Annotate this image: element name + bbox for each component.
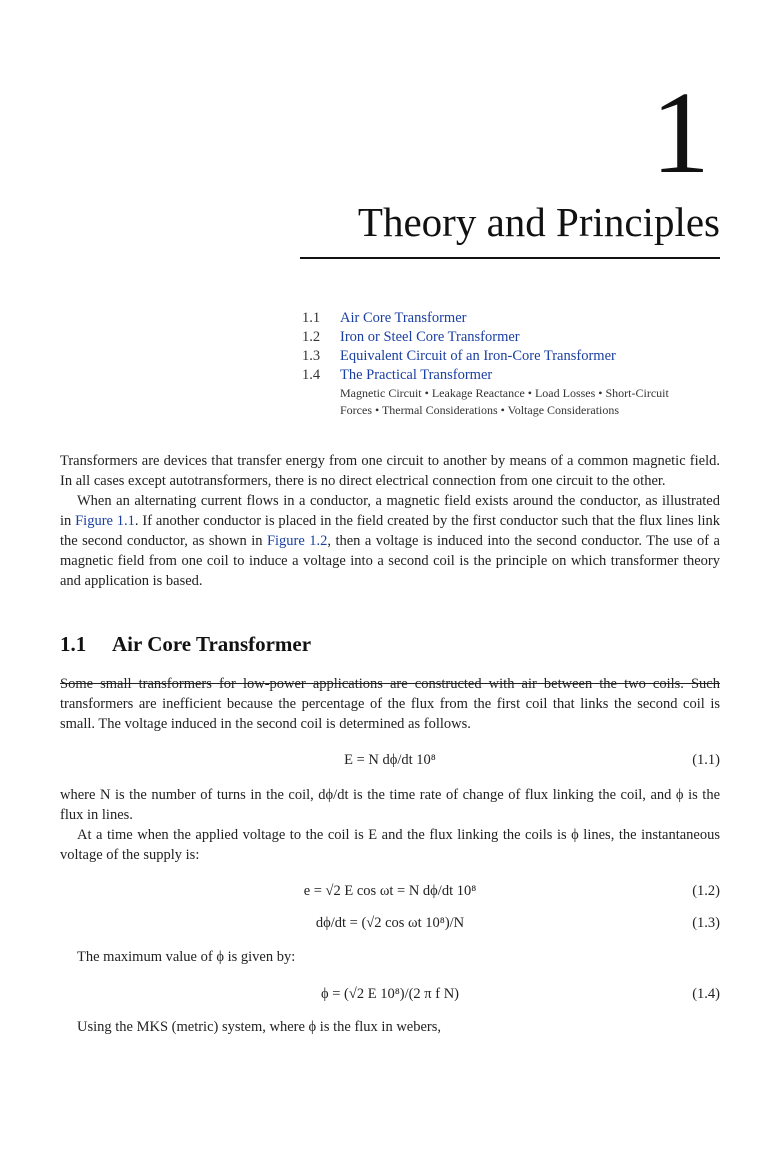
paragraph-text: Using the MKS (metric) system, where ϕ is the flux in webers, bbox=[77, 1019, 442, 1035]
equation-expression: e = √2 E cos ωt = N dϕ/dt 10⁸ bbox=[303, 883, 477, 899]
toc-link-air-core[interactable]: Air Core Transformer bbox=[340, 310, 467, 326]
equation-number: (1.2) bbox=[692, 883, 720, 899]
chapter-title: Theory and Principles bbox=[357, 199, 720, 245]
toc-entry[interactable] bbox=[302, 328, 702, 347]
section-paragraph-3 bbox=[60, 947, 720, 967]
equation-number: (1.4) bbox=[692, 986, 720, 1002]
figure-1-1-link[interactable]: Figure 1.1 bbox=[75, 513, 135, 529]
equation-number: (1.1) bbox=[692, 752, 720, 768]
equation-1-2 bbox=[60, 881, 720, 901]
intro-text bbox=[60, 451, 720, 591]
toc-link-equivalent-circuit[interactable]: Equivalent Circuit of an Iron-Core Transformer bbox=[340, 348, 616, 364]
section-title: Air Core Transformer bbox=[112, 632, 312, 656]
toc-entry[interactable] bbox=[302, 309, 702, 328]
toc-entry[interactable] bbox=[302, 366, 702, 385]
equation-expression: dϕ/dt = (√2 cos ωt 10⁸)/N bbox=[315, 915, 465, 931]
toc-entry-number: 1.3 bbox=[302, 348, 321, 364]
toc-link-practical-transformer[interactable]: The Practical Transformer bbox=[340, 367, 493, 383]
figure-1-2-link[interactable]: Figure 1.2 bbox=[266, 533, 328, 549]
intro-paragraph-2 bbox=[60, 491, 720, 591]
section-paragraph-4 bbox=[60, 1017, 720, 1037]
toc-entry[interactable] bbox=[302, 347, 702, 366]
intro-paragraph-1: Transformers are devices that transfer energy from one circuit to another by means of a common magnetic field. In all cases except autotransformers, there is no direct electrical connection from one circuit to the other. bbox=[60, 453, 720, 489]
chapter-number: 1 bbox=[651, 67, 710, 198]
chapter-contents bbox=[302, 309, 702, 418]
section-paragraph-2 bbox=[60, 785, 720, 865]
struck-text: Some small transformers for low-power applications are constructed with air between the two coils. Such bbox=[60, 676, 720, 692]
toc-link-iron-core[interactable]: Iron or Steel Core Transformer bbox=[340, 329, 520, 345]
equation-number: (1.3) bbox=[692, 915, 720, 931]
intro-text-segment: . If another conductor is placed in the field created by the first conductor such that the flux lines link the second conductor, as shown in bbox=[60, 513, 721, 549]
section-paragraph-1 bbox=[60, 674, 720, 734]
toc-entry-number: 1.1 bbox=[302, 310, 321, 326]
section-heading bbox=[60, 632, 311, 657]
paragraph-text: transformers are inefficient because the percentage of the flux from the first coil that links the second coil is small. The voltage induced in the second coil is determined as follows. bbox=[60, 696, 720, 732]
paragraph-text: The maximum value of ϕ is given by: bbox=[77, 949, 296, 965]
equation-1-3 bbox=[60, 913, 720, 933]
equation-expression: ϕ = (√2 E 10⁸)/(2 π f N) bbox=[320, 986, 460, 1002]
paragraph-text: where N is the number of turns in the coil, dϕ/dt is the time rate of change of flux linking the coil, and ϕ is the flux in lines. bbox=[60, 787, 720, 823]
section-number: 1.1 bbox=[60, 632, 87, 656]
toc-entry-number: 1.4 bbox=[302, 367, 321, 383]
toc-entry-number: 1.2 bbox=[302, 329, 321, 345]
equation-1-4 bbox=[60, 984, 720, 1004]
paragraph-text: At a time when the applied voltage to the coil is E and the flux linking the coils is ϕ lines, the instantaneous voltage of the supply is: bbox=[60, 827, 720, 863]
title-divider bbox=[300, 257, 720, 259]
intro-text-segment: When an alternating current flows in a conductor, a magnetic field exists around the conductor, as illustrated in bbox=[60, 493, 720, 529]
toc-subtopics: Magnetic Circuit • Leakage Reactance • Load Losses • Short-Circuit Forces • Thermal Considerations • Voltage Considerations bbox=[340, 386, 669, 417]
intro-text-segment: , then a voltage is induced into the second conductor. The use of a magnetic field from one coil to induce a voltage into a second coil is the principle on which transformer theory and application is based. bbox=[60, 533, 720, 589]
equation-expression: E = N dϕ/dt 10⁸ bbox=[344, 752, 436, 768]
equation-1-1 bbox=[60, 750, 720, 770]
